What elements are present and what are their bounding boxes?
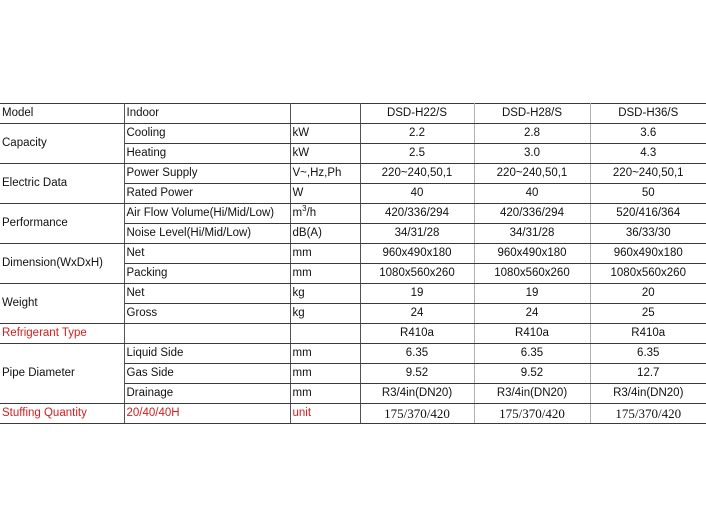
row-label: Heating xyxy=(124,144,290,164)
row-unit xyxy=(290,204,360,224)
value-cell: 220~240,50,1 xyxy=(474,164,590,184)
row-label: Drainage xyxy=(124,384,290,404)
table-row xyxy=(0,124,706,144)
row-unit: dB(A) xyxy=(290,224,360,244)
value-cell: 2.8 xyxy=(474,124,590,144)
row-label: Air Flow Volume(Hi/Mid/Low) xyxy=(124,204,290,224)
row-unit: mm xyxy=(290,364,360,384)
value-cell: 175/370/420 xyxy=(474,404,590,424)
value-cell: 960x490x180 xyxy=(474,244,590,264)
stuffing-quantity-label: Stuffing Quantity xyxy=(0,404,124,424)
value-cell: 2.2 xyxy=(360,124,474,144)
group-electric-data: Electric Data xyxy=(0,164,124,204)
value-cell: 9.52 xyxy=(360,364,474,384)
row-unit: kW xyxy=(290,144,360,164)
value-cell: 19 xyxy=(474,284,590,304)
unit-base: m xyxy=(292,207,303,219)
row-label: Gas Side xyxy=(124,364,290,384)
value-cell: 2.5 xyxy=(360,144,474,164)
value-cell: R3/4in(DN20) xyxy=(590,384,706,404)
table-row xyxy=(0,324,706,344)
unit-tail: /h xyxy=(306,207,317,219)
value-cell: 4.3 xyxy=(590,144,706,164)
model-header: Model xyxy=(0,104,124,124)
value-cell: 34/31/28 xyxy=(474,224,590,244)
table-row xyxy=(0,164,706,184)
value-cell: 50 xyxy=(590,184,706,204)
group-capacity: Capacity xyxy=(0,124,124,164)
row-unit: W xyxy=(290,184,360,204)
row-label: Noise Level(Hi/Mid/Low) xyxy=(124,224,290,244)
unit-header xyxy=(290,104,360,124)
value-cell: 6.35 xyxy=(360,344,474,364)
model-name-2: DSD-H28/S xyxy=(474,104,590,124)
table-row xyxy=(0,244,706,264)
group-pipe-diameter: Pipe Diameter xyxy=(0,344,124,404)
row-unit: kg xyxy=(290,304,360,324)
indoor-header: Indoor xyxy=(124,104,290,124)
value-cell: 1080x560x260 xyxy=(590,264,706,284)
table-row xyxy=(0,204,706,224)
value-cell: R410a xyxy=(590,324,706,344)
value-cell: 960x490x180 xyxy=(590,244,706,264)
row-unit: mm xyxy=(290,384,360,404)
row-label: Gross xyxy=(124,304,290,324)
row-unit: kg xyxy=(290,284,360,304)
value-cell: 6.35 xyxy=(474,344,590,364)
value-cell: 24 xyxy=(360,304,474,324)
group-dimension: Dimension(WxDxH) xyxy=(0,244,124,284)
value-cell: 3.0 xyxy=(474,144,590,164)
row-unit: V~,Hz,Ph xyxy=(290,164,360,184)
unit-superscript: 3 xyxy=(302,204,307,214)
value-cell: 6.35 xyxy=(590,344,706,364)
table-row xyxy=(0,284,706,304)
value-cell: 520/416/364 xyxy=(590,204,706,224)
value-cell: 40 xyxy=(474,184,590,204)
value-cell: 12.7 xyxy=(590,364,706,384)
row-label: Packing xyxy=(124,264,290,284)
row-label: Net xyxy=(124,244,290,264)
stuffing-unit: unit xyxy=(290,404,360,424)
value-cell: R3/4in(DN20) xyxy=(474,384,590,404)
value-cell: 220~240,50,1 xyxy=(590,164,706,184)
value-cell: 420/336/294 xyxy=(360,204,474,224)
value-cell: 19 xyxy=(360,284,474,304)
value-cell: 175/370/420 xyxy=(360,404,474,424)
value-cell: 25 xyxy=(590,304,706,324)
value-cell: 40 xyxy=(360,184,474,204)
group-performance: Performance xyxy=(0,204,124,244)
empty-cell xyxy=(290,324,360,344)
table-row xyxy=(0,344,706,364)
value-cell: 20 xyxy=(590,284,706,304)
value-cell: 9.52 xyxy=(474,364,590,384)
value-cell: 3.6 xyxy=(590,124,706,144)
row-label: Net xyxy=(124,284,290,304)
value-cell: R410a xyxy=(360,324,474,344)
value-cell: 24 xyxy=(474,304,590,324)
spec-table xyxy=(0,103,706,424)
row-label: Power Supply xyxy=(124,164,290,184)
group-weight: Weight xyxy=(0,284,124,324)
table-row xyxy=(0,404,706,424)
value-cell: 175/370/420 xyxy=(590,404,706,424)
value-cell: 1080x560x260 xyxy=(474,264,590,284)
model-name-3: DSD-H36/S xyxy=(590,104,706,124)
row-unit: mm xyxy=(290,264,360,284)
value-cell: 220~240,50,1 xyxy=(360,164,474,184)
value-cell: 960x490x180 xyxy=(360,244,474,264)
value-cell: R410a xyxy=(474,324,590,344)
row-unit: mm xyxy=(290,344,360,364)
container-type: 20/40/40H xyxy=(124,404,290,424)
row-unit: kW xyxy=(290,124,360,144)
row-label: Cooling xyxy=(124,124,290,144)
row-label: Liquid Side xyxy=(124,344,290,364)
refrigerant-type-label: Refrigerant Type xyxy=(0,324,124,344)
value-cell: 36/33/30 xyxy=(590,224,706,244)
empty-cell xyxy=(124,324,290,344)
value-cell: 420/336/294 xyxy=(474,204,590,224)
row-label: Rated Power xyxy=(124,184,290,204)
value-cell: 34/31/28 xyxy=(360,224,474,244)
model-name-1: DSD-H22/S xyxy=(360,104,474,124)
value-cell: R3/4in(DN20) xyxy=(360,384,474,404)
header-row xyxy=(0,104,706,124)
row-unit: mm xyxy=(290,244,360,264)
value-cell: 1080x560x260 xyxy=(360,264,474,284)
